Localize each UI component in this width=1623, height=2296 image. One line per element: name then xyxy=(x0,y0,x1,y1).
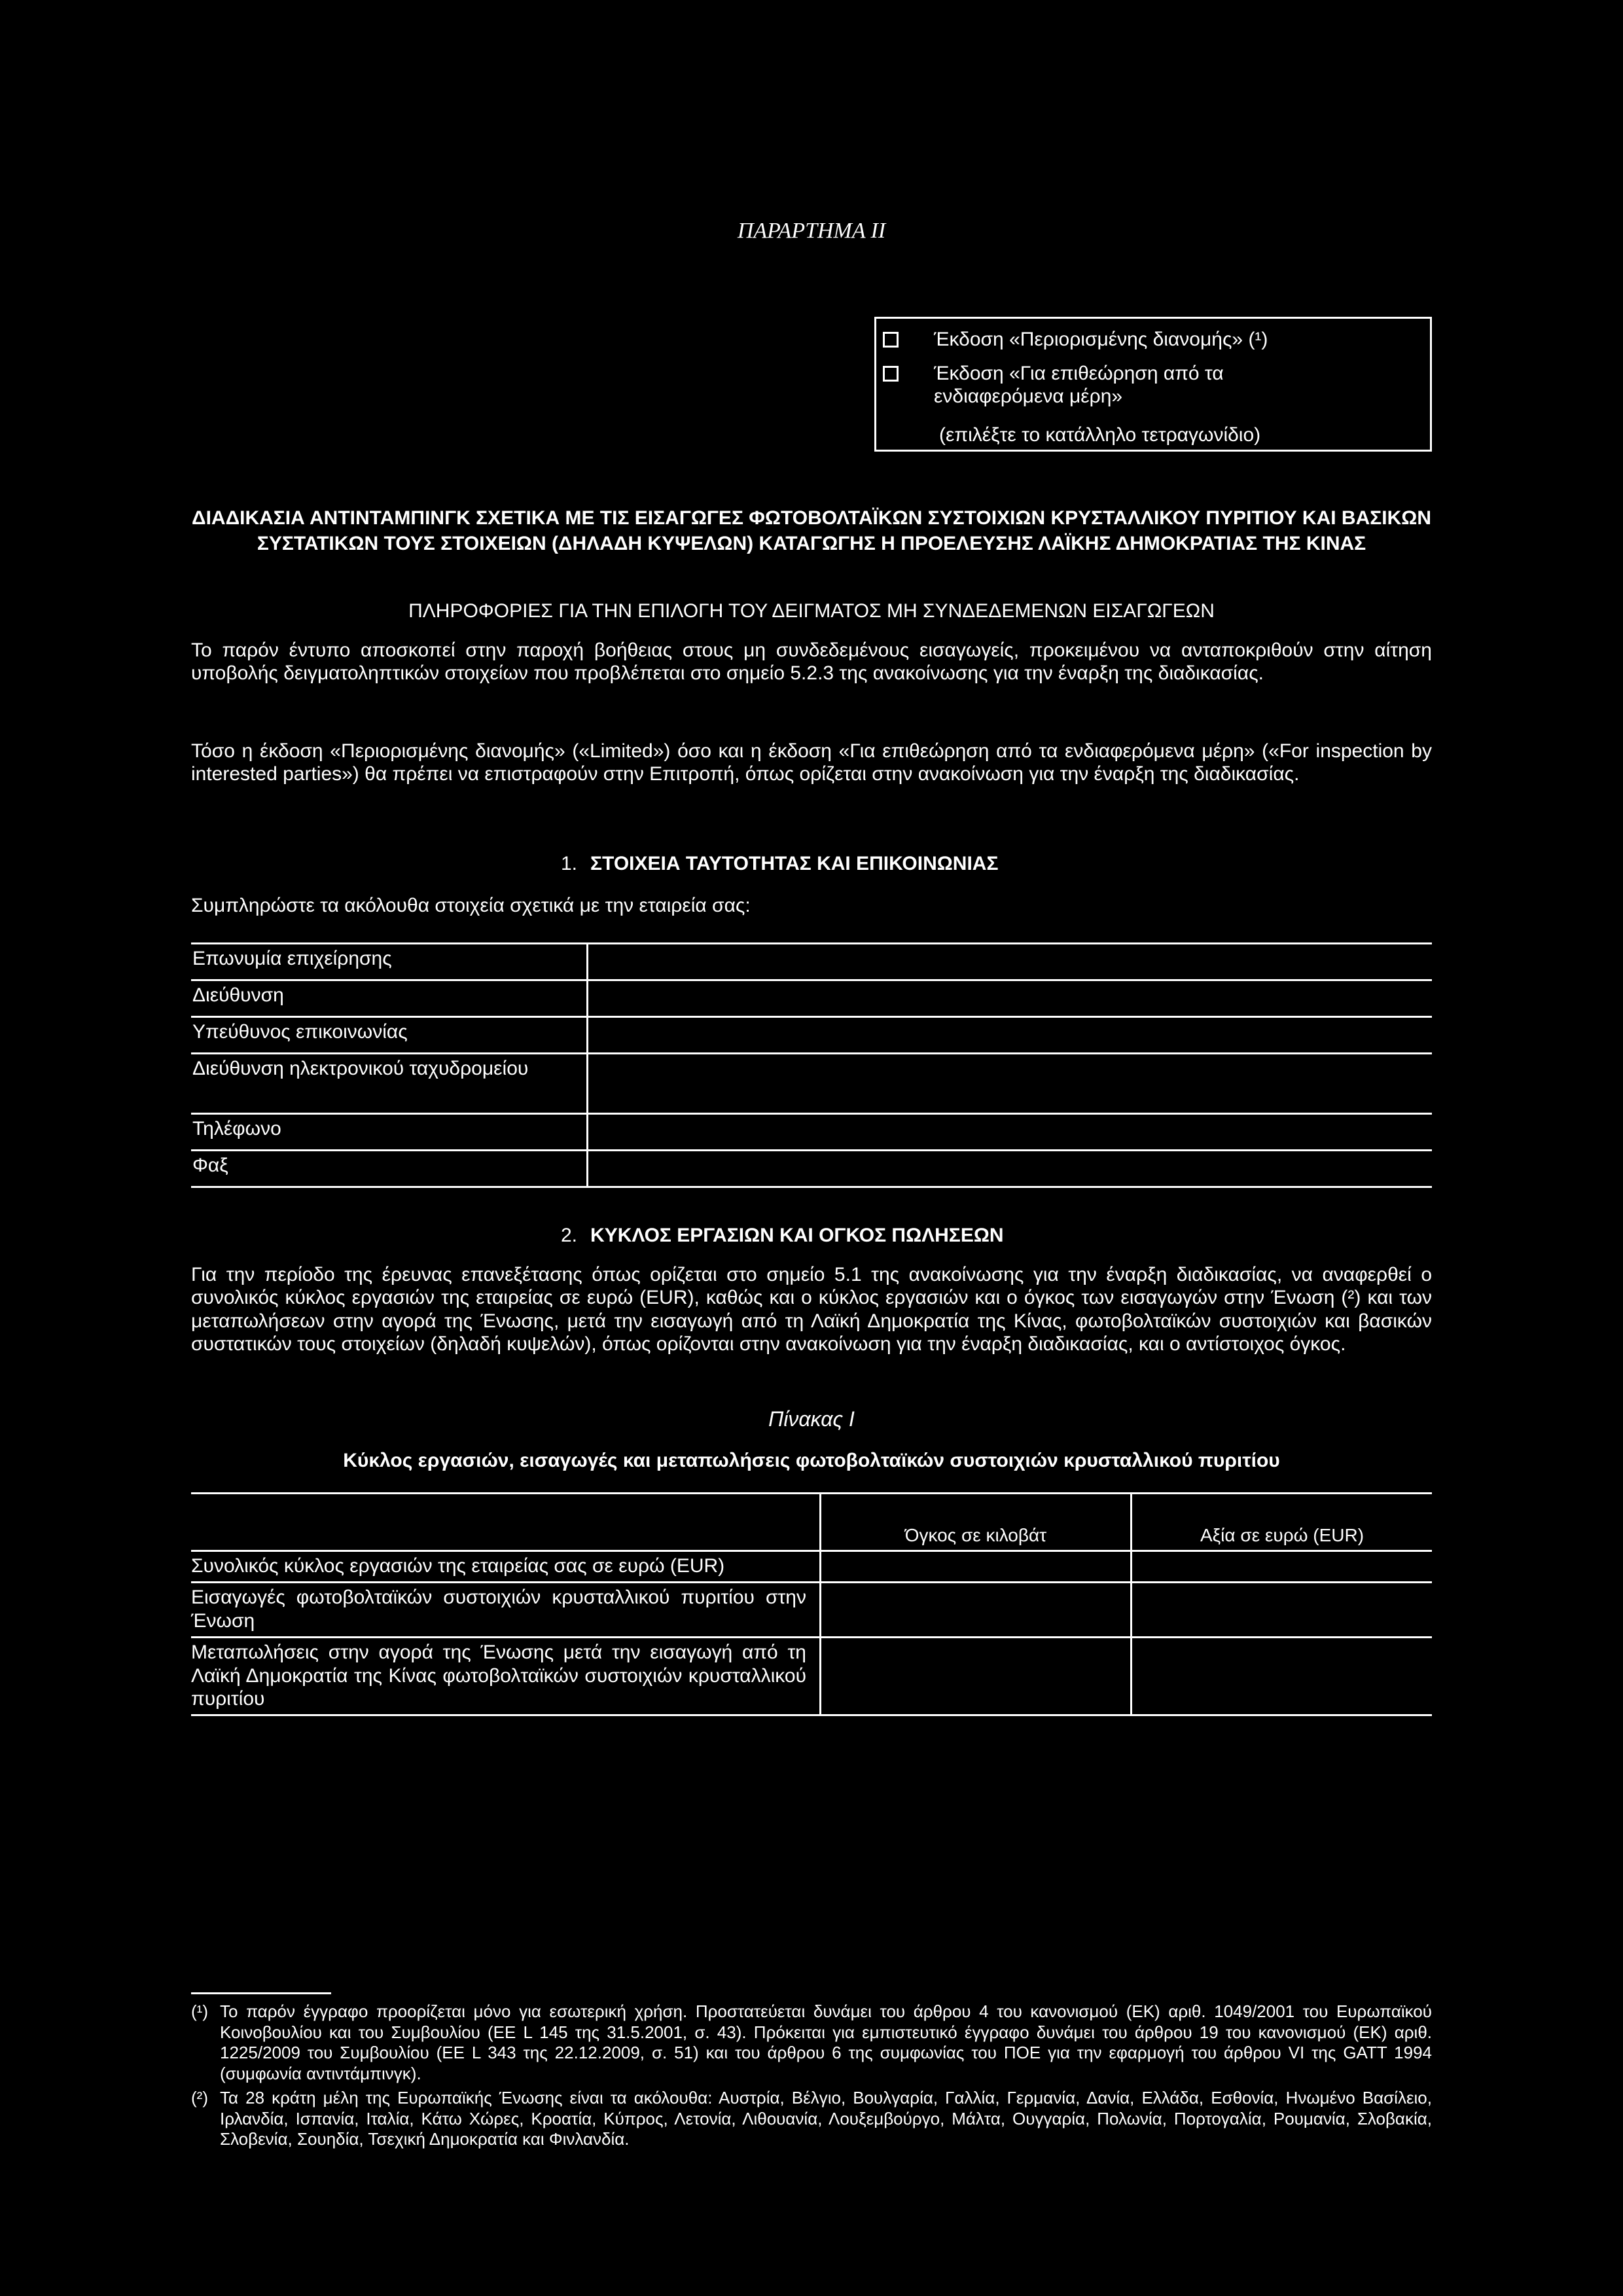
field-label-fax: Φαξ xyxy=(191,1151,588,1187)
table-row xyxy=(191,1151,1432,1187)
inspection-label-line-2: ενδιαφερόμενα μέρη» xyxy=(934,386,1123,408)
checkbox-instruction: (επιλέξτε το κατάλληλο τετραγωνίδιο) xyxy=(939,424,1261,446)
section-2-heading xyxy=(561,1224,1004,1247)
document-title: ΔΙΑΔΙΚΑΣΙΑ ΑΝΤΙΝΤΑΜΠΙΝΓΚ ΣΧΕΤΙΚΑ ΜΕ ΤΙΣ ΕΙΣΑΓΩΓΕΣ ΦΩΤΟΒΟΛΤΑΪΚΩΝ ΣΥΣΤΟΙΧΙΩΝ ΚΡΥΣΤΑΛΛΙΚΟΥ ΠΥΡΙΤΙΟΥ ΚΑΙ ΒΑΣΙΚΩΝ ΣΥΣΤΑΤΙΚΩΝ ΤΟΥΣ ΣΤΟΙΧΕΙΩΝ (ΔΗΛΑΔΗ ΚΥΨΕΛΩΝ) ΚΑΤΑΓΩΓΗΣ Η ΠΡΟΕΛΕΥΣΗΣ ΛΑΪΚΗΣ ΔΗΜΟΚΡΑΤΙΑΣ ΤΗΣ ΚΙΝΑΣ xyxy=(192,507,1431,554)
field-label-contact-person: Υπεύθυνος επικοινωνίας xyxy=(191,1017,588,1054)
company-name-input[interactable] xyxy=(588,944,1433,980)
table-row xyxy=(191,1638,1432,1715)
table-row xyxy=(191,1583,1432,1638)
field-label-email: Διεύθυνση ηλεκτρονικού ταχυδρομείου xyxy=(191,1054,588,1114)
row-label-imports: Εισαγωγές φωτοβολταϊκών συστοιχιών κρυσταλλικού πυριτίου στην Ένωση xyxy=(191,1583,821,1638)
row-label-resales: Μεταπωλήσεις στην αγορά της Ένωσης μετά την εισαγωγή από τη Λαϊκή Δημοκρατία της Κίνας φωτοβολταϊκών συστοιχιών κρυσταλλικού πυριτίου xyxy=(191,1638,821,1715)
section-2-number: 2. xyxy=(561,1225,578,1246)
footnote-2-mark: (²) xyxy=(191,2088,208,2108)
field-label-address: Διεύθυνση xyxy=(191,980,588,1017)
telephone-input[interactable] xyxy=(588,1114,1433,1151)
column-header-value: Αξία σε ευρώ (EUR) xyxy=(1132,1494,1433,1551)
section-1-number: 1. xyxy=(561,853,578,874)
contact-details-table xyxy=(191,942,1432,1188)
row-label-total-turnover: Συνολικός κύκλος εργασιών της εταιρείας σας σε ευρώ (EUR) xyxy=(191,1551,821,1583)
resales-value-input[interactable] xyxy=(1132,1638,1433,1715)
footnote-1-text: Το παρόν έγγραφο προορίζεται μόνο για εσωτερική χρήση. Προστατεύεται δυνάμει του άρθρου 4 του κανονισμού (ΕΚ) αριθ. 1049/2001 του Ευρωπαϊκού Κοινοβουλίου και του Συμβουλίου (ΕΕ L 145 της 31.5.2001, σ. 43). Πρόκειται για εμπιστευτικό έγγραφο δυνάμει του άρθρου 19 του κανονισμού (ΕΚ) αριθ. 1225/2009 του Συμβουλίου (ΕΕ L 343 της 22.12.2009, σ. 51) και του άρθρου 6 της συμφωνίας του ΠΟΕ για την εφαρμογή του άρθρου VI της GATT 1994 (συμφωνία αντιντάμπινγκ). xyxy=(220,2001,1432,2084)
inspection-label-line-1: Έκδοση «Για επιθεώρηση από τα xyxy=(934,363,1224,384)
footnote-1 xyxy=(191,2001,1432,2085)
table-row xyxy=(191,944,1432,980)
footnote-1-mark: (¹) xyxy=(191,2001,208,2021)
section-2-paragraph: Για την περίοδο της έρευνας επανεξέτασης όπως ορίζεται στο σημείο 5.1 της ανακοίνωσης για την έναρξη διαδικασίας, να αναφερθεί ο συνολικός κύκλος εργασιών της εταιρείας σε ευρώ (EUR), καθώς και ο κύκλος εργασιών και ο όγκος των εισαγωγών στην Ένωση (²) και των μεταπωλήσεων στην αγορά της Ένωσης, μετά την εισαγωγή από τη Λαϊκή Δημοκρατία της Κίνας, φωτοβολταϊκών συστοιχιών και βασικών συστατικών τους στοιχείων (δηλαδή κυψελών), όπως ορίζονται στην ανακοίνωση για την έναρξη διαδικασίας, και ο αντίστοιχος όγκος. xyxy=(191,1264,1432,1355)
intro-paragraph-1: Το παρόν έντυπο αποσκοπεί στην παροχή βοήθειας στους μη συνδεδεμένους εισαγωγείς, προκειμένου να ανταποκριθούν στην αίτηση υποβολής δειγματοληπτικών στοιχείων που προβλέπεται στο σημείο 5.2.3 της ανακοίνωσης για την έναρξη της διαδικασίας. xyxy=(191,639,1432,685)
document-subtitle: ΠΛΗΡΟΦΟΡΙΕΣ ΓΙΑ ΤΗΝ ΕΠΙΛΟΓΗ ΤΟΥ ΔΕΙΓΜΑΤΟΣ ΜΗ ΣΥΝΔΕΔΕΜΕΝΩΝ ΕΙΣΑΓΩΓΕΩΝ xyxy=(408,600,1215,622)
total-turnover-volume-input[interactable] xyxy=(821,1551,1132,1583)
resales-volume-input[interactable] xyxy=(821,1638,1132,1715)
footnote-2-text: Τα 28 κράτη μέλη της Ευρωπαϊκής Ένωσης είναι τα ακόλουθα: Αυστρία, Βέλγιο, Βουλγαρία, Γαλλία, Γερμανία, Δανία, Ελλάδα, Εσθονία, Ηνωμένο Βασίλειο, Ιρλανδία, Ισπανία, Ιταλία, Κάτω Χώρες, Κροατία, Κύπρος, Λετονία, Λιθουανία, Λουξεμβούργο, Μάλτα, Ουγγαρία, Πολωνία, Πορτογαλία, Ρουμανία, Σλοβακία, Σλοβενία, Σουηδία, Τσεχική Δημοκρατία και Φινλανδία. xyxy=(220,2088,1432,2149)
distribution-selection-box xyxy=(874,317,1432,452)
address-input[interactable] xyxy=(588,980,1433,1017)
imports-volume-input[interactable] xyxy=(821,1583,1132,1638)
section-1-instruction: Συμπληρώστε τα ακόλουθα στοιχεία σχετικά με την εταιρεία σας: xyxy=(191,895,751,916)
fax-input[interactable] xyxy=(588,1151,1433,1187)
inspection-option-label xyxy=(934,362,1224,408)
table-row xyxy=(191,1017,1432,1054)
imports-value-input[interactable] xyxy=(1132,1583,1433,1638)
limited-option[interactable] xyxy=(883,328,1422,351)
total-turnover-value-input[interactable] xyxy=(1132,1551,1433,1583)
table-caption: Πίνακας I xyxy=(768,1407,855,1431)
inspection-checkbox[interactable] xyxy=(883,366,899,382)
column-header-volume: Όγκος σε κιλοβάτ xyxy=(821,1494,1132,1551)
section-2-title: ΚΥΚΛΟΣ ΕΡΓΑΣΙΩΝ ΚΑΙ ΟΓΚΟΣ ΠΩΛΗΣΕΩΝ xyxy=(590,1225,1004,1246)
limited-option-label: Έκδοση «Περιορισμένης διανομής» (¹) xyxy=(934,329,1268,350)
column-header-item xyxy=(191,1494,821,1551)
intro-paragraph-2: Τόσο η έκδοση «Περιορισμένης διανομής» («Limited») όσο και η έκδοση «Για επιθεώρηση από τα ενδιαφερόμενα μέρη» («For inspection by interested parties») θα πρέπει να επιστραφούν στην Επιτροπή, όπως ορίζεται στην ανακοίνωση για την έναρξη της διαδικασίας. xyxy=(191,740,1432,785)
email-input[interactable] xyxy=(588,1054,1433,1114)
table-title: Κύκλος εργασιών, εισαγωγές και μεταπωλήσεις φωτοβολταϊκών συστοιχιών κρυσταλλικού πυριτίου xyxy=(343,1450,1280,1471)
table-row xyxy=(191,1551,1432,1583)
table-row xyxy=(191,980,1432,1017)
limited-checkbox[interactable] xyxy=(883,332,899,348)
turnover-table xyxy=(191,1492,1432,1716)
section-1-heading xyxy=(561,852,998,875)
table-row xyxy=(191,1114,1432,1151)
annex-heading: ΠΑΡΑΡΤΗΜΑ II xyxy=(737,219,886,243)
table-row xyxy=(191,1054,1432,1114)
inspection-option[interactable] xyxy=(883,362,1422,408)
contact-person-input[interactable] xyxy=(588,1017,1433,1054)
footnote-2 xyxy=(191,2088,1432,2150)
section-1-title: ΣΤΟΙΧΕΙΑ ΤΑΥΤΟΤΗΤΑΣ ΚΑΙ ΕΠΙΚΟΙΝΩΝΙΑΣ xyxy=(590,853,999,874)
table-header-row xyxy=(191,1494,1432,1551)
field-label-company-name: Επωνυμία επιχείρησης xyxy=(191,944,588,980)
field-label-telephone: Τηλέφωνο xyxy=(191,1114,588,1151)
footnote-divider xyxy=(191,1992,331,1994)
